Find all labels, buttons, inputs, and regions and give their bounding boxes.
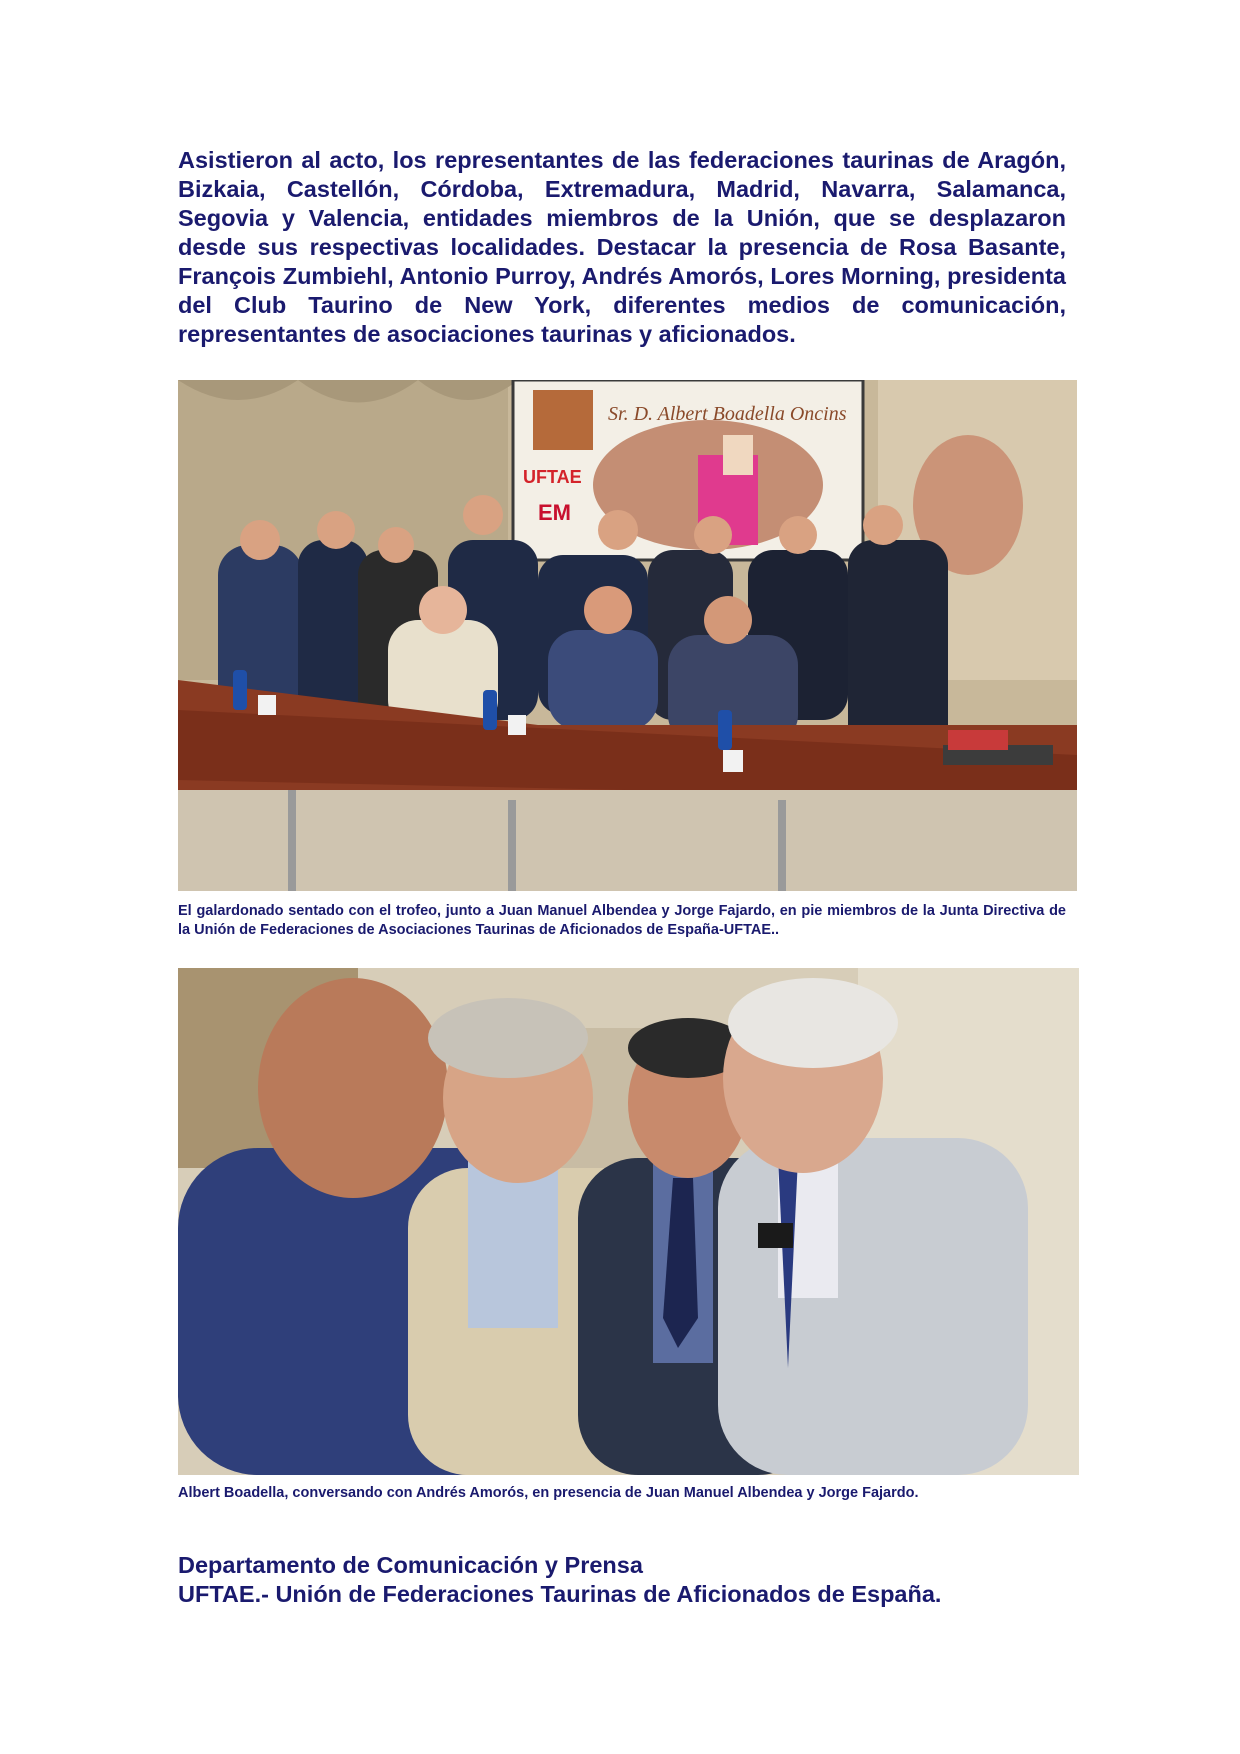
screen-title-text: Sr. D. Albert Boadella Oncins (608, 403, 847, 425)
conversation-photo (178, 968, 1079, 1475)
footer-signature (178, 1551, 1078, 1609)
footer-department: Departamento de Comunicación y Prensa (178, 1552, 643, 1578)
photo-caption-1: El galardonado sentado con el trofeo, junto a Juan Manuel Albendea y Jorge Fajardo, en pie miembros de la Junta Directiva de la Unión de Federaciones de Asociaciones Taurinas de Aficionados de España-UFTAE.. (178, 903, 1066, 938)
photo-caption-2: Albert Boadella, conversando con Andrés Amorós, en presencia de Juan Manuel Albendea y Jorge Fajardo. (178, 1485, 919, 1501)
group-photo-image (178, 380, 1077, 891)
footer-organization: UFTAE.- Unión de Federaciones Taurinas de Aficionados de España. (178, 1581, 942, 1607)
group-photo (178, 380, 1077, 891)
conversation-photo-image (178, 968, 1079, 1475)
intro-paragraph: Asistieron al acto, los representantes de las federaciones taurinas de Aragón, Bizkaia, Castellón, Córdoba, Extremadura, Madrid, Navarra, Salamanca, Segovia y Valencia, entidades miembros de la Unión, que se desplazaron desde sus respectivas localidades. Destacar la presencia de Rosa Basante, François Zumbiehl, Antonio Purroy, Andrés Amorós, Lores Morning, presidenta del Club Taurino de New York, diferentes medios de comunicación, representantes de asociaciones taurinas y aficionados. (178, 147, 1066, 347)
uftae-logo-text: UFTAE (523, 467, 582, 487)
em-logo-text: EM (538, 500, 571, 525)
